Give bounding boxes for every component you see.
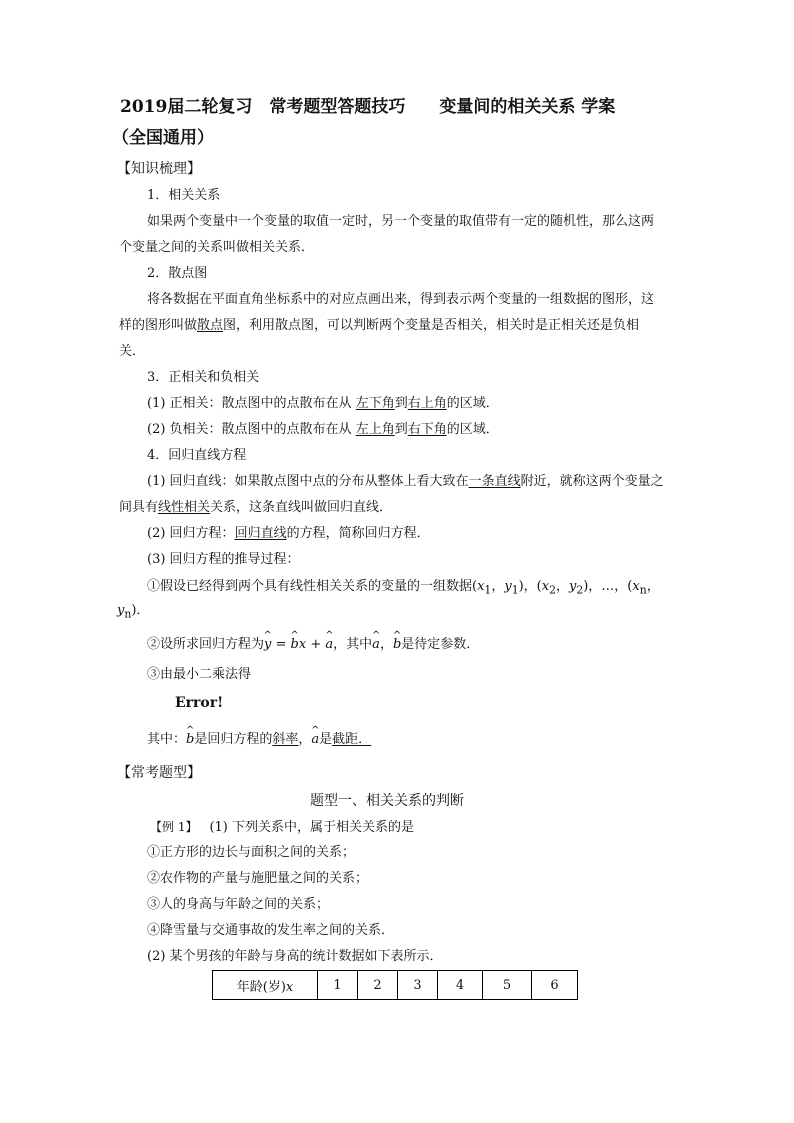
text-run: 的区域． (446, 396, 499, 411)
paragraph-line (147, 731, 371, 749)
text-run: (1) 下列关系中，属于相关关系的是 (209, 820, 415, 835)
text-run: 样的图形叫做 (119, 318, 198, 333)
subsection-heading: 1．相关关系 (147, 188, 221, 203)
table-cell: 1 (318, 971, 358, 1000)
text-run: ， (491, 579, 505, 594)
a-hat-symbol: ^ a (325, 636, 333, 654)
text-run: 是待定参数． (401, 637, 480, 652)
math-var: x (632, 579, 640, 594)
question-line: (2) 某个男孩的年龄与身高的统计数据如下表所示． (147, 949, 443, 964)
math-var: y (117, 603, 125, 618)
text-run: ， (555, 579, 569, 594)
text-run: (1) 回归直线：如果散点图中点的分布从整体上看大致在 (147, 474, 469, 489)
header-label: 年龄(岁) (236, 979, 286, 995)
a-hat-symbol: ^ a (372, 636, 380, 654)
text-run: 是回归方程的 (194, 732, 273, 747)
a-hat-symbol: ^ a (311, 731, 319, 749)
text-run: ， (646, 579, 660, 594)
text-run: 到 (394, 422, 408, 437)
math-sub: 2 (576, 583, 584, 597)
table-cell: 4 (438, 971, 483, 1000)
text-run: ， (379, 637, 393, 652)
table-header-cell (213, 971, 318, 1000)
math-var: x (541, 579, 550, 594)
text-run: = (271, 637, 291, 652)
example-label: 【例 1】 (150, 820, 198, 834)
page-title-suffix: （全国通用） (112, 128, 214, 148)
paragraph-line (147, 578, 660, 600)
paragraph-line (147, 421, 499, 439)
paragraph-line (117, 602, 149, 624)
section-heading-types: 【常考题型】 (117, 765, 201, 781)
text-run: 的区域． (446, 422, 499, 437)
text-run: )，…，( (583, 579, 633, 594)
underlined-term: 回归直线 (234, 526, 287, 541)
underlined-term: 一条直线 (468, 474, 521, 489)
topic-subtitle: 题型一、相关关系的判断 (310, 793, 464, 809)
text-run: ①假设已经得到两个具有线性相关关系的变量的一组数据( (147, 579, 478, 594)
table-cell: 5 (483, 971, 532, 1000)
math-var: x (477, 579, 485, 594)
b-hat-symbol: ^ b (186, 731, 194, 749)
table-row (213, 971, 578, 1000)
paragraph-line (147, 636, 479, 654)
math-var: y (568, 579, 577, 594)
paragraph-line (147, 525, 430, 543)
math-sub: 1 (511, 583, 519, 597)
text-run: (1) 正相关：散点图中的点散布在从 (147, 396, 356, 411)
paragraph-line: 个变量之间的关系叫做相关关系． (119, 240, 315, 255)
text-run: ，其中 (333, 637, 373, 652)
underlined-term: 右下角 (407, 422, 447, 437)
text-run: 其中： (147, 732, 187, 747)
subsection-heading: 3．正相关和负相关 (147, 370, 260, 385)
option-item: ③人的身高与年龄之间的关系； (147, 897, 330, 912)
paragraph-line: 关． (119, 344, 146, 359)
text-run: ②设所求回归方程为 (147, 637, 265, 652)
math-sub: 1 (484, 583, 492, 597)
section-heading-knowledge: 【知识梳理】 (117, 161, 201, 177)
option-item: ②农作物的产量与施肥量之间的关系； (147, 871, 369, 886)
text-run: 间具有 (119, 500, 159, 515)
page-title: 2019届二轮复习 常考题型答题技巧 变量间的相关关系 学案 (120, 97, 616, 117)
text-run: 关系，这条直线叫做回归直线． (210, 500, 393, 515)
b-hat-symbol: ^ b (393, 636, 401, 654)
table-cell: 6 (532, 971, 578, 1000)
table-cell: 3 (398, 971, 438, 1000)
text-run: + (306, 637, 326, 652)
underlined-term: 左下角 (355, 396, 395, 411)
paragraph-line: 如果两个变量中一个变量的取值一定时，另一个变量的取值带有一定的随机性，那么这两 (147, 214, 655, 229)
text-run: 到 (394, 396, 408, 411)
math-sub: n (639, 583, 647, 597)
equation-error-placeholder: Error! (175, 695, 224, 711)
text-run: )，( (518, 579, 542, 594)
paragraph-line: 将各数据在平面直角坐标系中的对应点画出来，得到表示两个变量的一组数据的图形，这 (147, 292, 655, 307)
underlined-term: 散点 (197, 318, 224, 333)
option-item: ④降雪量与交通事故的发生率之间的关系． (147, 923, 395, 938)
b-hat-symbol: ^ b (291, 636, 299, 654)
text-run: 的方程，简称回归方程． (286, 526, 430, 541)
paragraph-line (147, 473, 664, 491)
text-run: )． (131, 603, 150, 618)
text-run: 附近，就称这两个变量之 (520, 474, 664, 489)
underlined-term: 左上角 (355, 422, 395, 437)
math-sub: 2 (549, 583, 556, 597)
header-variable: x (285, 979, 294, 995)
text-run: 是 (319, 732, 333, 747)
paragraph-line (119, 499, 392, 517)
underlined-term: 线性相关 (158, 500, 211, 515)
table-cell: 2 (358, 971, 398, 1000)
y-hat-symbol: ^ y (264, 636, 271, 654)
option-item: ①正方形的边长与面积之间的关系； (147, 845, 356, 860)
math-var: x (298, 637, 307, 652)
paragraph-line: ③由最小二乘法得 (147, 667, 252, 682)
text-run: (2) 回归方程： (147, 526, 235, 541)
example-line (150, 818, 414, 837)
math-sub: n (124, 607, 132, 621)
text-run: ， (298, 732, 312, 747)
underlined-term: 截距． (332, 732, 372, 747)
paragraph-line: (3) 回归方程的推导过程： (147, 552, 300, 567)
underlined-term: 斜率 (272, 732, 299, 747)
underlined-term: 右上角 (407, 396, 447, 411)
paragraph-line (119, 317, 639, 335)
subsection-heading: 4．回归直线方程 (147, 448, 247, 463)
subsection-heading: 2．散点图 (147, 266, 208, 281)
paragraph-line (147, 395, 499, 413)
math-var: y (504, 579, 512, 594)
text-run: (2) 负相关：散点图中的点散布在从 (147, 422, 356, 437)
age-height-table (212, 970, 578, 1000)
text-run: 图，利用散点图，可以判断两个变量是否相关，相关时是正相关还是负相 (223, 318, 640, 333)
